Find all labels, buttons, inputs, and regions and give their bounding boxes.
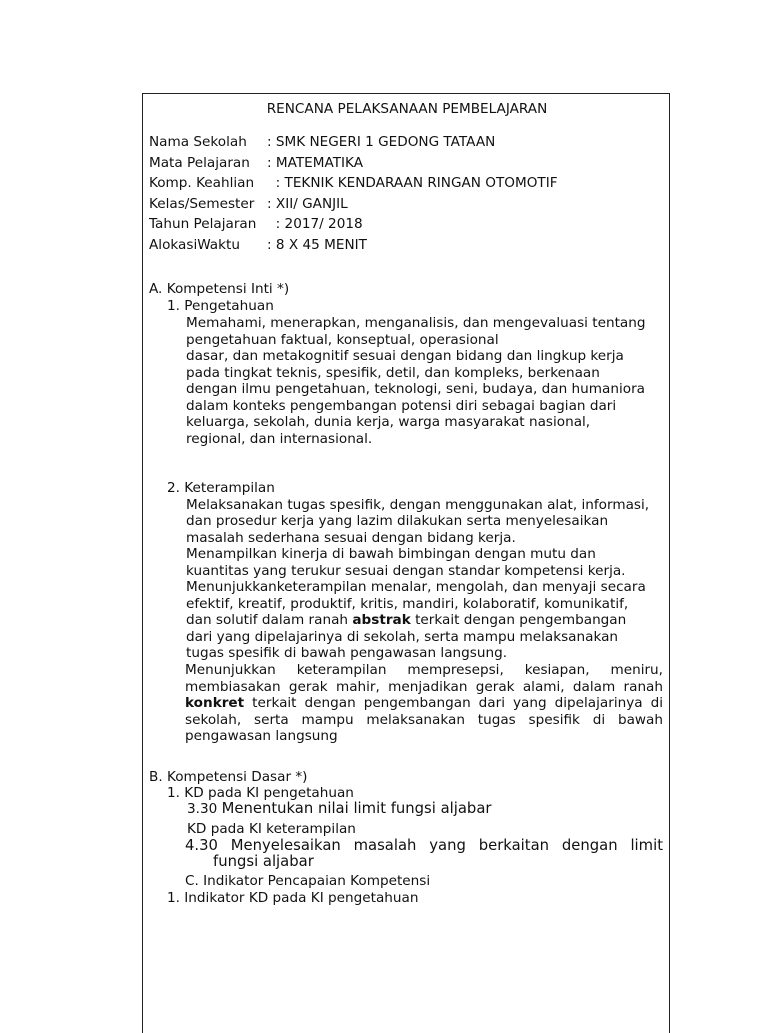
ki-knowledge-line: dengan ilmu pengetahuan, teknologi, seni, budaya, dan humaniora	[186, 381, 645, 397]
identity-label-school: Nama Sekolah	[149, 134, 247, 150]
section-c-heading: C. Indikator Pencapaian Kompetensi	[185, 873, 431, 889]
document-title: RENCANA PELAKSANAAN PEMBELAJARAN	[266, 101, 548, 117]
identity-value-school: : SMK NEGERI 1 GEDONG TATAAN	[267, 134, 496, 150]
kd-4-30-line: fungsi aljabar	[213, 853, 314, 870]
ki-skill-paragraph-konkret	[185, 662, 663, 745]
section-a-heading: A. Kompetensi Inti *)	[149, 281, 290, 297]
ki-skill-line: membiasakan gerak mahir, menjadikan gerak alami, dalam ranah	[185, 678, 663, 695]
ki-skill-line: tugas spesifik di bawah pengawasan langsung.	[186, 645, 508, 661]
ki-skill-line: Menunjukkan keterampilan mempresepsi, kesiapan, meniru,	[185, 662, 663, 678]
kd-3-30-text: Menentukan nilai limit fungsi aljabar	[221, 800, 492, 817]
identity-value-class: : XII/ GANJIL	[267, 196, 348, 212]
ki-skill-line: pengawasan langsung	[185, 728, 338, 745]
ki-skill-line-konkret	[185, 695, 663, 712]
ki-skill-text: dan solutif dalam ranah	[186, 612, 353, 628]
kd-4-30	[185, 837, 663, 855]
ki-knowledge-line: dasar, dan metakognitif sesuai dengan bidang dan lingkup kerja	[186, 348, 624, 364]
ki-skill-line: dari yang dipelajarinya di sekolah, serta mampu melaksanakan	[186, 629, 619, 645]
ki-skill-line: Menunjukkanketerampilan menalar, mengolah, dan menyaji secara	[186, 579, 646, 595]
ki-knowledge-line: keluarga, sekolah, dunia kerja, warga masyarakat nasional,	[186, 414, 591, 430]
ki-skill-line: Menampilkan kinerja di bawah bimbingan dengan mutu dan	[186, 546, 596, 562]
kd-3-30-number: 3.30	[187, 801, 222, 817]
identity-label-time: AlokasiWaktu	[149, 237, 240, 253]
kd-3-30	[187, 801, 491, 818]
ki-skill-line: Melaksanakan tugas spesifik, dengan menggunakan alat, informasi,	[186, 497, 650, 513]
ki-skill-line: efektif, kreatif, produktif, kritis, mandiri, kolaboratif, komunikatif,	[186, 596, 629, 612]
ki-knowledge-line: dalam konteks pengembangan potensi diri sebagai bagian dari	[186, 398, 617, 414]
ki-skill-line: sekolah, serta mampu melaksanakan tugas spesifik di bawah	[185, 711, 663, 728]
indicator-knowledge-title: 1. Indikator KD pada KI pengetahuan	[167, 890, 419, 906]
section-b-heading: B. Kompetensi Dasar *)	[149, 769, 308, 785]
ki-skill-line: dan prosedur kerja yang lazim dilakukan serta menyelesaikan	[186, 513, 609, 529]
ki-knowledge-line: pengetahuan faktual, konseptual, operasional	[186, 332, 499, 348]
kd-knowledge-title: 1. KD pada KI pengetahuan	[167, 785, 354, 801]
ki-skill-line-abstrak	[186, 612, 626, 629]
ki-knowledge-line: pada tingkat teknis, spesifik, detil, dan kompleks, berkenaan	[186, 365, 600, 381]
ki-skill-text: terkait dengan pengembangan	[410, 612, 627, 628]
identity-value-expertise: : TEKNIK KENDARAAN RINGAN OTOMOTIF	[267, 175, 558, 191]
ki-skill-keyword-abstrak: abstrak	[352, 612, 411, 628]
ki-skill-keyword-konkret: konkret	[185, 695, 245, 712]
ki-skill-text: terkait dengan pengembangan dari yang dipelajarinya di	[244, 695, 663, 712]
ki-skill-title: 2. Keterampilan	[167, 480, 275, 496]
identity-value-subject: : MATEMATIKA	[267, 155, 364, 171]
kd-skill-title: KD pada KI keterampilan	[187, 821, 356, 837]
ki-skill-line: kuantitas yang terukur sesuai dengan standar kompetensi kerja.	[186, 563, 626, 579]
identity-label-expertise: Komp. Keahlian	[149, 175, 255, 191]
identity-label-subject: Mata Pelajaran	[149, 155, 250, 171]
ki-knowledge-line: Memahami, menerapkan, menganalisis, dan mengevaluasi tentang	[186, 315, 646, 331]
ki-knowledge-line: regional, dan internasional.	[186, 431, 373, 447]
ki-skill-line: masalah sederhana sesuai dengan bidang kerja.	[186, 530, 516, 546]
kd-4-30-line: 4.30 Menyelesaikan masalah yang berkaitan dengan limit	[185, 837, 663, 854]
ki-knowledge-title: 1. Pengetahuan	[167, 298, 274, 314]
document-page	[142, 93, 670, 1033]
identity-label-year: Tahun Pelajaran	[149, 216, 257, 232]
identity-value-time: : 8 X 45 MENIT	[267, 237, 367, 253]
identity-label-class: Kelas/Semester	[149, 196, 255, 212]
identity-value-year: : 2017/ 2018	[267, 216, 363, 232]
